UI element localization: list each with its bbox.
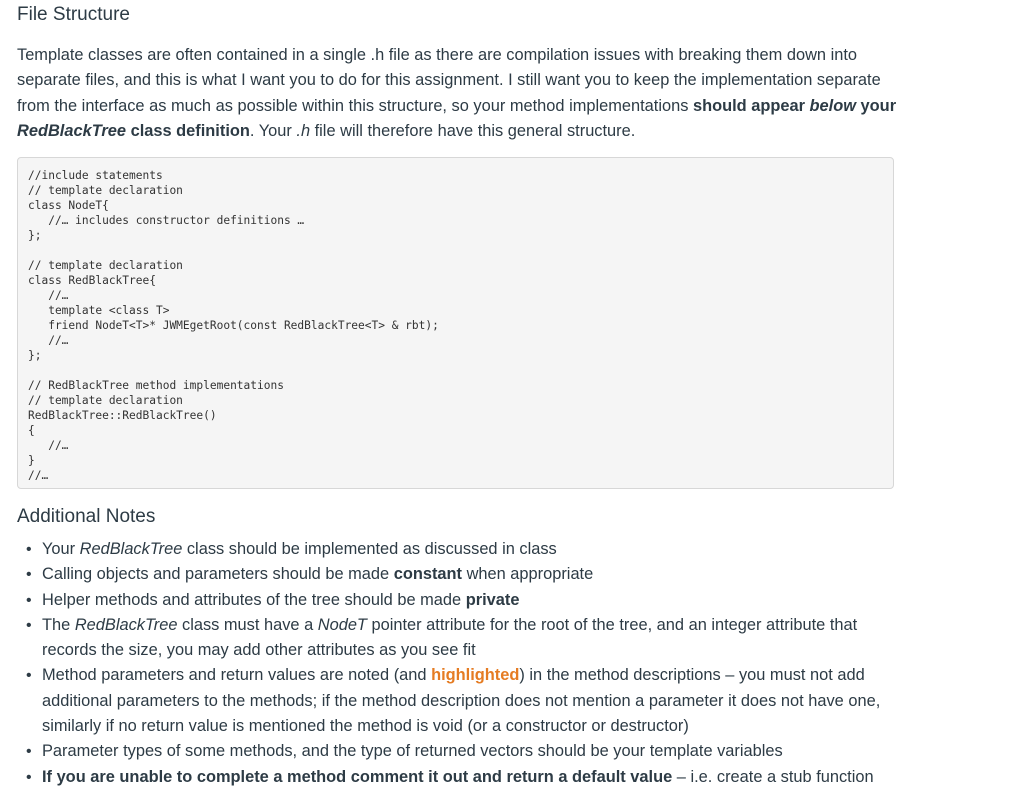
intro-class-definition: class definition bbox=[126, 121, 250, 140]
additional-notes-heading: Additional Notes bbox=[17, 506, 156, 527]
list-item: • Parameter types of some methods, and the type of returned vectors should be your template variables bbox=[17, 739, 887, 764]
list-item: • Helper methods and attributes of the tree should be made private bbox=[17, 588, 887, 613]
list-item: • The RedBlackTree class must have a NodeT pointer attribute for the root of the tree, and an integer attribute that records the size, you may add other attributes as you see fit bbox=[17, 613, 887, 664]
intro-text-1: Template classes are often contained in a single .h file as there are compilation issues with breaking them down into separate files, and this is what I want you to do for this assignment. I still want you to keep the implementation separate from the interface as much as possible within this structure, so your method implementations bbox=[17, 46, 881, 115]
list-item: • Method parameters and return values are noted (and highlighted) in the method descriptions – you must not add additional parameters to the methods; if the method description does not mention a parameter it does not have one, similarly if no return value is mentioned the method is void (or a constructor or destructor) bbox=[17, 663, 887, 739]
file-structure-heading: File Structure bbox=[17, 4, 130, 25]
intro-should-appear: should appear bbox=[692, 96, 810, 115]
intro-redblacktree: RedBlackTree bbox=[17, 121, 127, 140]
highlighted-word: highlighted bbox=[431, 666, 520, 685]
intro-your: your bbox=[856, 96, 897, 115]
intro-below: below bbox=[809, 96, 856, 115]
intro-h-ext: .h bbox=[296, 121, 311, 140]
list-item: • Your RedBlackTree class should be implemented as discussed in class bbox=[17, 537, 887, 562]
intro-text-2: . Your bbox=[249, 121, 297, 140]
list-item: • If you are unable to complete a method comment it out and return a default value – i.e. create a stub function bbox=[17, 765, 887, 790]
list-item: • Calling objects and parameters should be made constant when appropriate bbox=[17, 562, 887, 587]
notes-list bbox=[17, 537, 887, 790]
code-block: //include statements // template declaration class NodeT{ //… includes constructor definitions … }; // template declaration class RedBlackTree{ //… template <class T> friend NodeT<T>* JWMEgetRoot(const RedBlackTree<T> & rbt); //… }; // RedBlackTree method implementations // template declaration RedBlackTree::RedBlackTree() { //… } //… bbox=[17, 157, 894, 489]
intro-paragraph bbox=[17, 43, 917, 144]
intro-text-3: file will therefore have this general structure. bbox=[310, 121, 636, 140]
